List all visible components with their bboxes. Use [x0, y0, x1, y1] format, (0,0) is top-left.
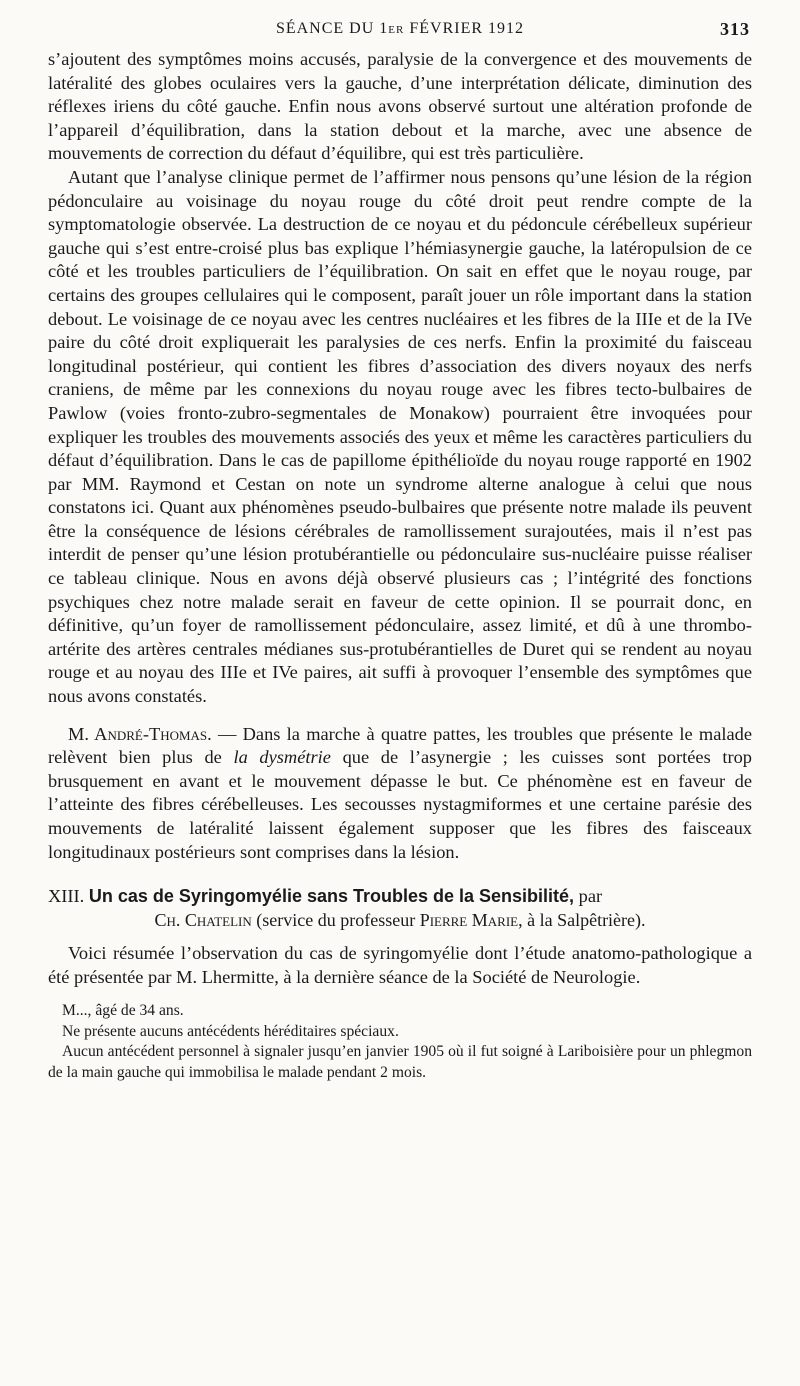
paragraph-analysis: Autant que l’analyse clinique permet de l’affirmer nous pensons qu’une lésion de la région pédonculaire au voisinage du noyau rouge du côté droit peut rendre compte de la symptomatologie observée. La destruction de ce noyau et du pédoncule cérébelleux supérieur gauche qui s’est entre-croisé plus bas explique l’hémiasynergie gauche, la latéropulsion de ce côté et les troubles particuliers de l’équilibration. On sait en effet que le noyau rouge, par certains des groupes cellulaires qui le composent, paraît jouer un rôle important dans la station debout. Le voisinage de ce noyau avec les centres nucléaires et les fibres de la IIIe et de la IVe paire du côté droit expliquerait les paralysies de ces nerfs. Enfin la proximité du faisceau longitudinal postérieur, qui contient les fibres d’association des divers noyaux des nerfs craniens, de même par les connexions du noyau rouge avec les fibres tecto-bulbaires de Pawlow (voies fronto-zubro-segmentales de Monakow) pourraient être invoquées pour expliquer les troubles des mouvements associés des yeux et même les caractères particuliers du défaut d’équilibration. Dans le cas de papillome épithélioïde du noyau rouge rapporté en 1902 par MM. Raymond et Cestan on note un syndrome alterne analogue à celui que nous constatons ici. Quant aux phénomènes pseudo-bulbaires que présente notre malade ils peuvent être la conséquence de lésions cérébrales de ramollissement surajoutées, mais il n’est pas interdit de penser qu’une lésion protubérantielle ou pédonculaire sus-nucléaire puisse réaliser ce tableau clinique. Nous en avons déjà observé plusieurs cas ; l’intégrité des fonctions psychiques chez notre malade serait en faveur de cette opinion. Il se pourrait donc, en définitive, qu’un foyer de ramollissement pédonculaire, assez limité, et dû à une thrombo-artérite des artères centrales médianes sus-protubérantielles de Duret qui se rendent au noyau rouge et au noyau des IIIe et IVe paires, ait suffi à provoquer l’ensemble des symptômes que nous avons constatés. — [48, 166, 752, 707]
running-header — [48, 14, 752, 48]
observation-line-3: Aucun antécédent personnel à signaler jusqu’en janvier 1905 où il fut soigné à Lariboisière pour un phlegmon de la main gauche qui immobilisa le malade pendant 2 mois. — [48, 1043, 752, 1081]
affiliation-a: (service du professeur — [251, 910, 420, 931]
discussion-text-b: que de l’asynergie ; les cuisses sont portées trop brusquement en avant et le mouvement dépasse le but. Ce phénomène est en faveur de l’atteinte des fibres cérébelleuses. Les secousses nystagmiformes et une certaine parésie des mouvements de latéralité laissent également supposer que les fibres des faisceaux longitudinaux postérieurs sont comprises dans la lésion. — [48, 747, 752, 862]
speaker-name: M. André-Thomas. — [68, 723, 212, 744]
section-author: Ch. Chatelin — [154, 910, 252, 931]
affiliation-b: , à la Salpêtrière). — [518, 910, 646, 931]
discussion-text-a: — Dans la marche à quatre pattes, les troubles que présente le malade relèvent bien plus de — [48, 723, 752, 768]
discussion-italic: la dysmétrie — [233, 747, 331, 768]
section-par: par — [578, 886, 603, 907]
header-title: SÉANCE DU 1er FÉVRIER 1912 — [275, 20, 525, 37]
paragraph-continuation: s’ajoutent des symptômes moins accusés, paralysie de la convergence et des mouvements de latéralité des globes oculaires vers la gauche, d’une interprétation délicate, diminution des réflexes iriens du côté gauche. Enfin nous avons observé surtout une altération profonde de l’appareil d’équilibration, dans la station debout et la marche, avec une absence de mouvements de correction du défaut d’équilibre, qui est très particulière. — [48, 49, 752, 164]
section-title: Un cas de Syringomyélie sans Troubles de la Sensibilité, — [88, 886, 575, 907]
section-author-line — [48, 908, 752, 932]
section-heading — [48, 884, 752, 908]
section-number: XIII. — [48, 886, 85, 907]
observation-line-2: Ne présente aucuns antécédents héréditaires spéciaux. — [62, 1022, 399, 1040]
paragraph-discussion — [48, 723, 752, 865]
main-text — [48, 48, 752, 1083]
observation-line-1: M..., âgé de 34 ans. — [62, 1002, 184, 1020]
paragraph-intro: Voici résumée l’observation du cas de syringomyélie dont l’étude anatomo-pathologique a été présentée par M. Lhermitte, à la dernière séance de la Société de Neurologie. — [48, 943, 752, 987]
observation-block — [48, 1001, 752, 1083]
professor-name: Pierre Marie — [419, 910, 519, 931]
page-number: 313 — [720, 19, 750, 39]
